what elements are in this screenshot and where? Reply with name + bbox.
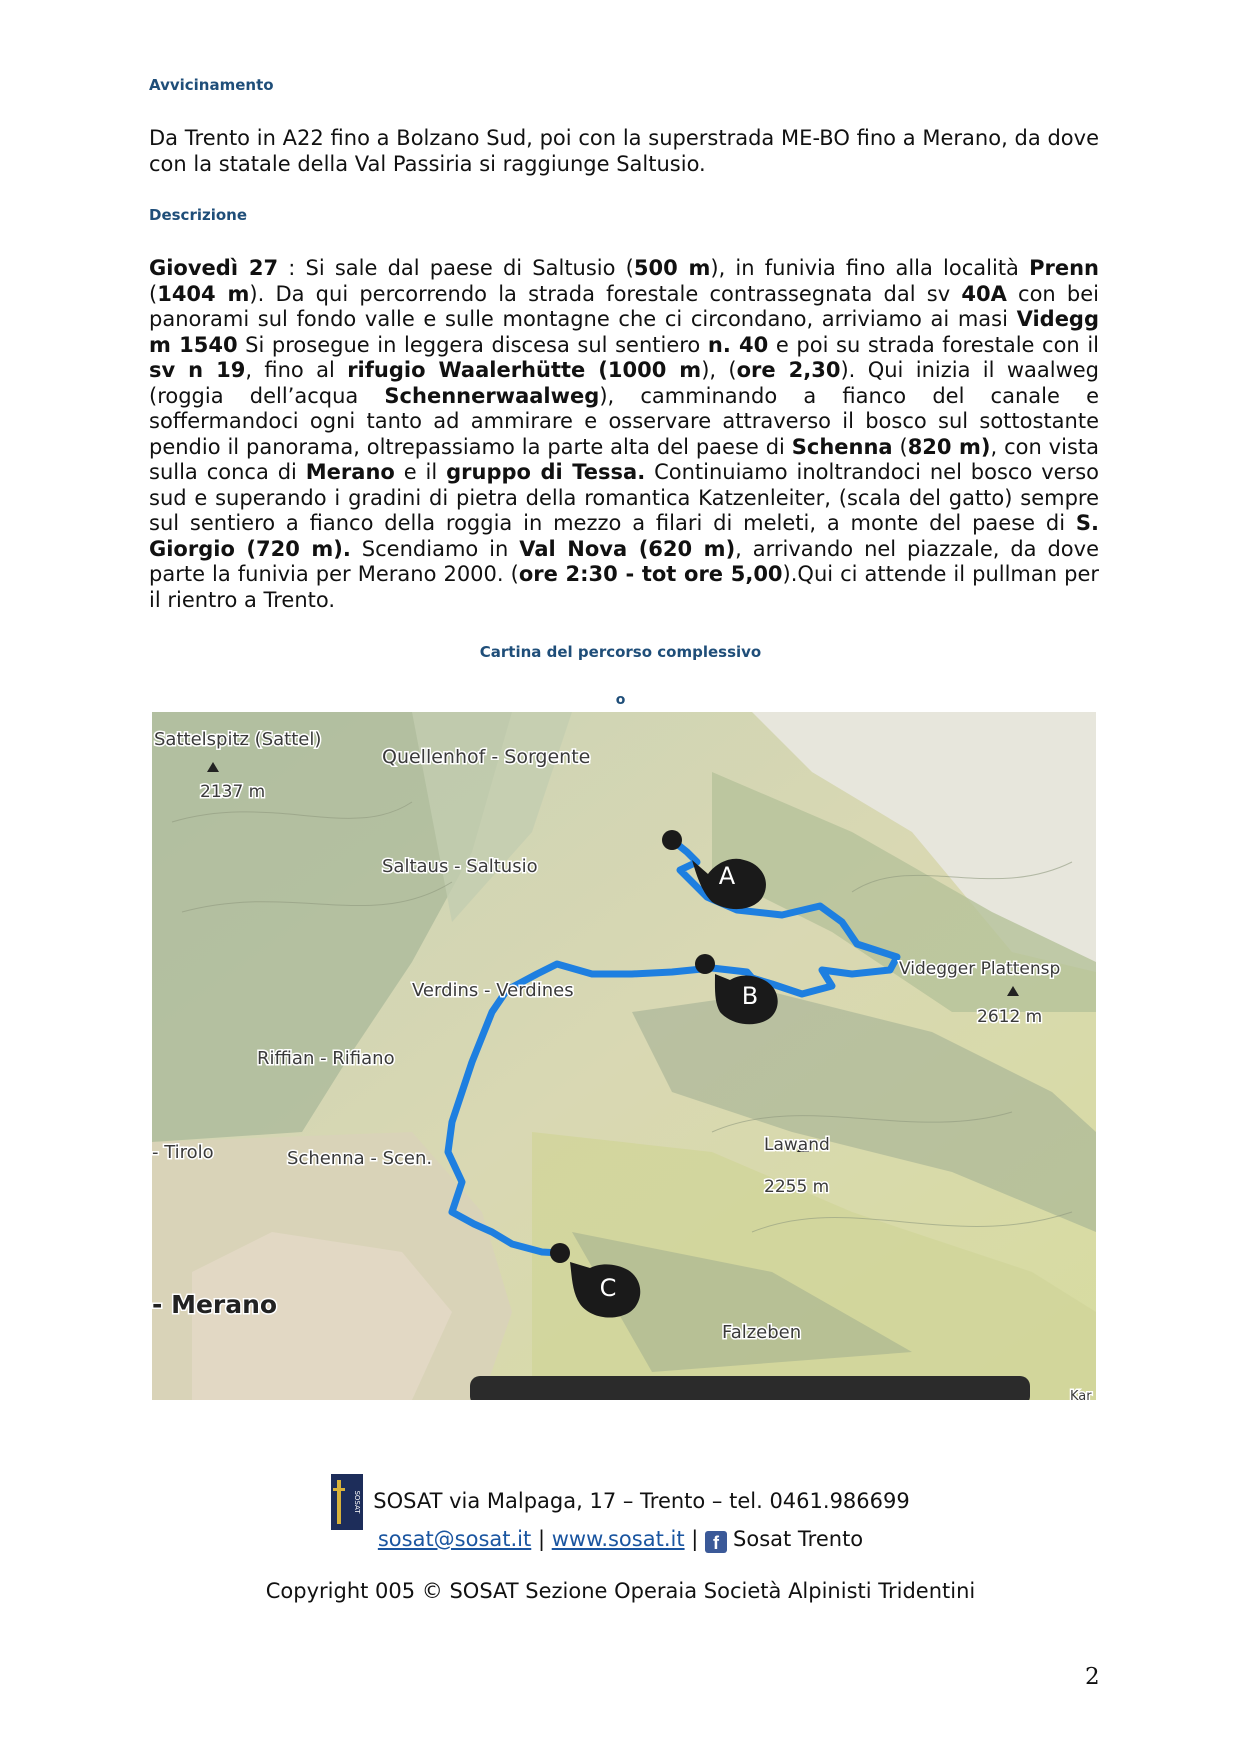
description-text (149, 256, 1099, 613)
marker-b-dot (695, 954, 715, 974)
description-segment: gruppo di Tessa. (446, 460, 646, 484)
description-segment: sv n 19 (149, 358, 246, 382)
description-segment: Schennerwaalweg (384, 383, 600, 408)
description-segment: n. 40 (707, 332, 769, 357)
marker-c-label: C (599, 1274, 617, 1302)
facebook-icon[interactable]: f (705, 1531, 727, 1553)
label-sattelspitz-alt: 2137 m (200, 782, 266, 802)
marker-a-dot (662, 830, 682, 850)
label-lawand: Lawand (764, 1135, 830, 1155)
marker-b-label: B (741, 982, 759, 1010)
approach-text: Da Trento in A22 fino a Bolzano Sud, poi con la superstrada ME-BO fino a Merano, da dove con la statale della Val Passiria si raggiunge Saltusio. (149, 126, 1099, 176)
description-segment: Giovedì 27 (149, 256, 279, 280)
label-verdins: Verdins - Verdines (412, 980, 574, 1001)
label-quellenhof: Quellenhof - Sorgente (382, 746, 591, 768)
footer-copyright: Copyright 005 © SOSAT Sezione Operaia Società Alpinisti Tridentini (265, 1579, 976, 1603)
description-segment: , fino al (245, 358, 348, 382)
facebook-link[interactable]: Sosat Trento (733, 1527, 864, 1551)
description-segment: Si prosegue in leggera discesa sul sentiero (237, 332, 708, 357)
description-segment: , con vista sulla conca di (149, 434, 1099, 484)
description-segment: Val Nova (620 m) (519, 536, 736, 561)
description-segment: e poi su strada forestale con il (768, 332, 1100, 357)
marker-c-dot (550, 1243, 570, 1263)
footer-separator-1: | (537, 1527, 546, 1551)
label-lawand-alt: 2255 m (764, 1177, 830, 1197)
description-segment: 1404 m (157, 281, 250, 306)
footer-links (0, 1527, 1241, 1553)
description-segment: ( (149, 281, 158, 306)
label-falzeben: Falzeben (722, 1322, 802, 1343)
website-link[interactable]: www.sosat.it (551, 1527, 685, 1551)
label-schenna: Schenna - Scen. (287, 1148, 433, 1169)
description-segment: ), ( (701, 358, 737, 382)
description-segment: Continuiamo inoltrandoci nel bosco verso sud e superando i gradini di pietra della romantica Katzenleiter, (scala del gatto) sempre sul sentiero a fianco della roggia in mezzo a filari di meleti, a monte del paese di (149, 460, 1099, 535)
map-caption: Cartina del percorso complessivo (479, 643, 762, 661)
description-segment: ), in funivia fino alla località (710, 256, 1030, 280)
description-segment: e il (394, 460, 447, 484)
description-segment: con bei panorami sul fondo valle e sulle montagne che ci circondano, arriviamo ai masi (149, 281, 1100, 331)
description-segment: , arrivando nel piazzale, da dove parte la funivia per Merano 2000. ( (149, 536, 1100, 586)
description-segment: Schenna (791, 434, 893, 459)
sosat-logo-text: SOSAT (353, 1490, 362, 1514)
label-videgger-alt: 2612 m (977, 1007, 1043, 1027)
sosat-logo (331, 1474, 363, 1530)
label-tirolo: - Tirolo (152, 1142, 214, 1163)
description-segment: 500 m (633, 256, 711, 280)
description-heading: Descrizione (149, 206, 248, 224)
footer-address: SOSAT via Malpaga, 17 – Trento – tel. 0461.986699 (373, 1489, 910, 1513)
label-corner: Kar (1070, 1389, 1092, 1400)
description-segment: S. Giorgio (720 m). (149, 511, 1099, 561)
marker-a-label: A (718, 862, 736, 890)
description-segment: ore 2,30 (736, 358, 841, 382)
description-segment: ( (892, 434, 908, 459)
description-segment: : Si sale dal paese di Saltusio ( (278, 256, 634, 280)
label-videgger: Videgger Plattensp (899, 959, 1061, 979)
description-segment: ). Da qui percorrendo la strada forestale contrassegnata dal sv (249, 281, 962, 306)
label-riffian: Riffian - Rifiano (257, 1048, 395, 1069)
description-segment: ), camminando a fianco del canale e soffermandoci ogni tanto ad ammirare e osservare attraverso il bosco sul sottostante pendio il panorama, oltrepassiamo la parte alta del paese di (149, 383, 1099, 459)
label-saltaus: Saltaus - Saltusio (382, 856, 538, 877)
description-segment: rifugio Waalerhütte (1000 m (347, 358, 702, 382)
description-segment: Merano (305, 460, 395, 484)
description-segment: Prenn (1029, 256, 1099, 280)
map-caption-mark: o (615, 692, 626, 708)
label-merano: - Merano (152, 1290, 278, 1319)
description-segment: ore 2:30 - tot ore 5,00 (518, 562, 783, 586)
description-segment: 820 m) (907, 434, 991, 459)
description-segment: ).Qui ci attende il pullman per il rientro a Trento. (149, 562, 1099, 612)
description-segment: Scendiamo in (350, 536, 520, 561)
description-segment: ). Qui inizia il waalweg (roggia dell’acqua (149, 358, 1099, 408)
route-map-graphic (152, 712, 1096, 1400)
footer-address-line (0, 1474, 1241, 1530)
label-sattelspitz: Sattelspitz (Sattel) (154, 729, 322, 750)
page-number: 2 (1085, 1664, 1100, 1690)
description-segment: 40A (961, 281, 1007, 306)
description-segment: Videgg m 1540 (149, 307, 1099, 357)
approach-heading: Avvicinamento (149, 76, 274, 94)
footer-separator-2: | (691, 1527, 699, 1551)
email-link[interactable]: sosat@sosat.it (377, 1527, 532, 1551)
route-map (152, 712, 1096, 1400)
